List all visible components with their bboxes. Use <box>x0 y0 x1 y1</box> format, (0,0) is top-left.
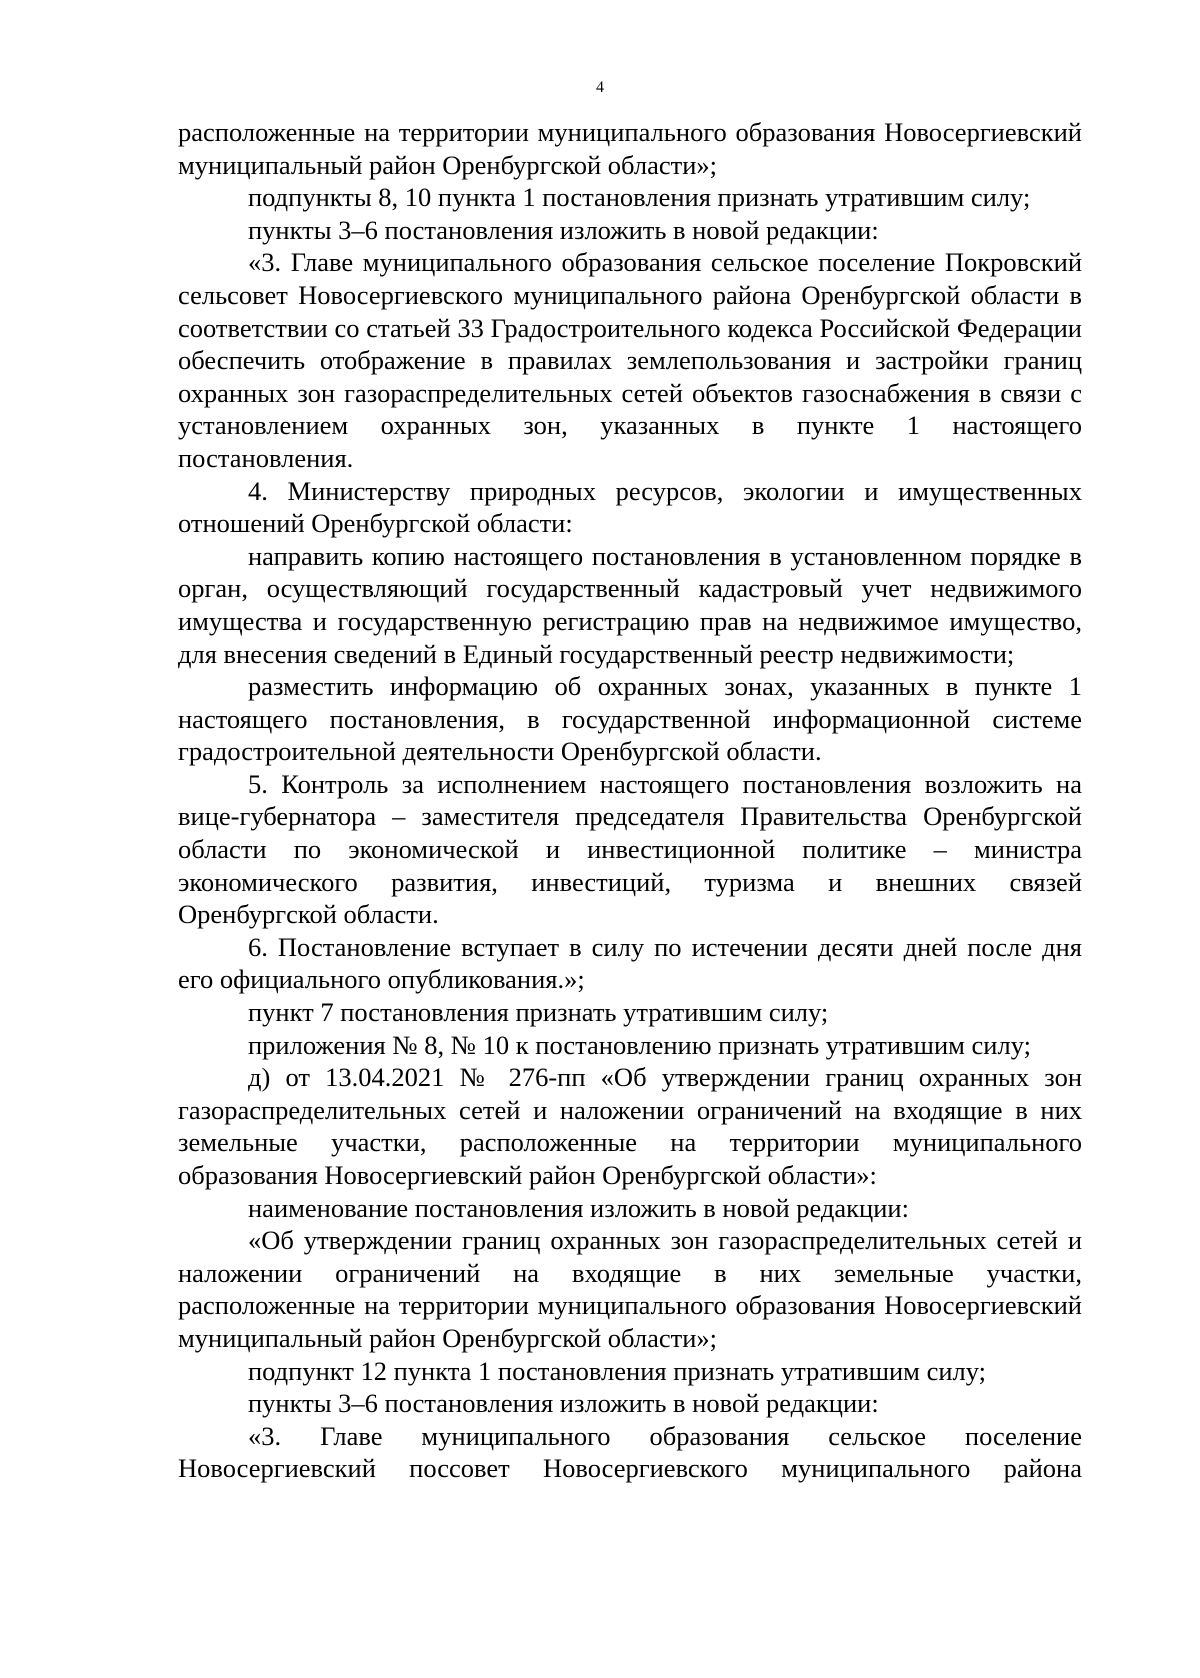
paragraph-new-wording-intro: пункты 3–6 постановления изложить в новой редакции: <box>248 214 879 245</box>
paragraph-send-copy: направить копию настоящего постановления в установленном порядке в орган, осуществляющий государственный кадастровый учет недвижимого имущества и государственную регистрацию прав на недвижимое имущество, для внесения сведений в Единый государственный реестр недвижимости; <box>178 540 1082 669</box>
paragraph-continuation: расположенные на территории муниципального образования Новосергиевский муниципальный район Оренбургской области»; <box>178 117 1082 180</box>
document-body <box>178 116 1082 1485</box>
paragraph-new-title: «Об утверждении границ охранных зон газораспределительных сетей и наложении ограничений на входящие в них земельные участки, расположенные на территории муниципального образования Новосергиевский муниципальный район Оренбургской области»; <box>178 1225 1082 1353</box>
paragraph-clause-5: 5. Контроль за исполнением настоящего постановления возложить на вице-губернатора – заместителя председателя Правительства Оренбургской области по экономической и инвестиционной политике – министра экономического развития, инвестиций, туризма и внешних связей Оренбургской области. <box>178 768 1082 930</box>
paragraph-new-wording-intro-2: пункты 3–6 постановления изложить в новой редакции: <box>248 1388 879 1419</box>
page-number: 4 <box>596 79 604 96</box>
paragraph-clause-3-novosergievsky: «3. Главе муниципального образования сельское поселение Новосергиевский поссовет Новосергиевского муниципального района <box>178 1420 1082 1484</box>
paragraph-clause-7-void: пункт 7 постановления признать утратившим силу; <box>248 997 829 1028</box>
paragraph-clause-4: 4. Министерству природных ресурсов, экологии и имущественных отношений Оренбургской области: <box>178 475 1082 539</box>
paragraph-publish-info: разместить информацию об охранных зонах, указанных в пункте 1 настоящего постановления, в государственной информационной системе градостроительной деятельности Оренбургской области. <box>178 671 1082 767</box>
paragraph-subclauses-void: подпункты 8, 10 пункта 1 постановления признать утратившим силу; <box>248 182 1031 213</box>
paragraph-clause-3-pokrovsky: «3. Главе муниципального образования сельское поселение Покровский сельсовет Новосергиевского муниципального района Оренбургской области в соответствии со статьей 33 Градостроительного кодекса Российской Федерации обеспечить отображение в правилах землепользования и застройки границ охранных зон газораспределительных сетей объектов газоснабжения в связи с установлением охранных зон, указанных в пункте 1 настоящего постановления. <box>178 247 1082 473</box>
paragraph-clause-6: 6. Постановление вступает в силу по истечении десяти дней после дня его официального опубликования.»; <box>178 931 1082 995</box>
paragraph-appendices-void: приложения № 8, № 10 к постановлению признать утратившим силу; <box>248 1029 1031 1060</box>
paragraph-subclause-12-void: подпункт 12 пункта 1 постановления признать утратившим силу; <box>248 1355 987 1386</box>
paragraph-item-d: д) от 13.04.2021 № 276-пп «Об утверждении границ охранных зон газораспределительных сетей и наложении ограничений на входящие в них земельные участки, расположенные на территории муниципального образования Новосергиевский район Оренбургской области»: <box>178 1062 1082 1190</box>
paragraph-title-new-wording: наименование постановления изложить в новой редакции: <box>248 1192 909 1223</box>
